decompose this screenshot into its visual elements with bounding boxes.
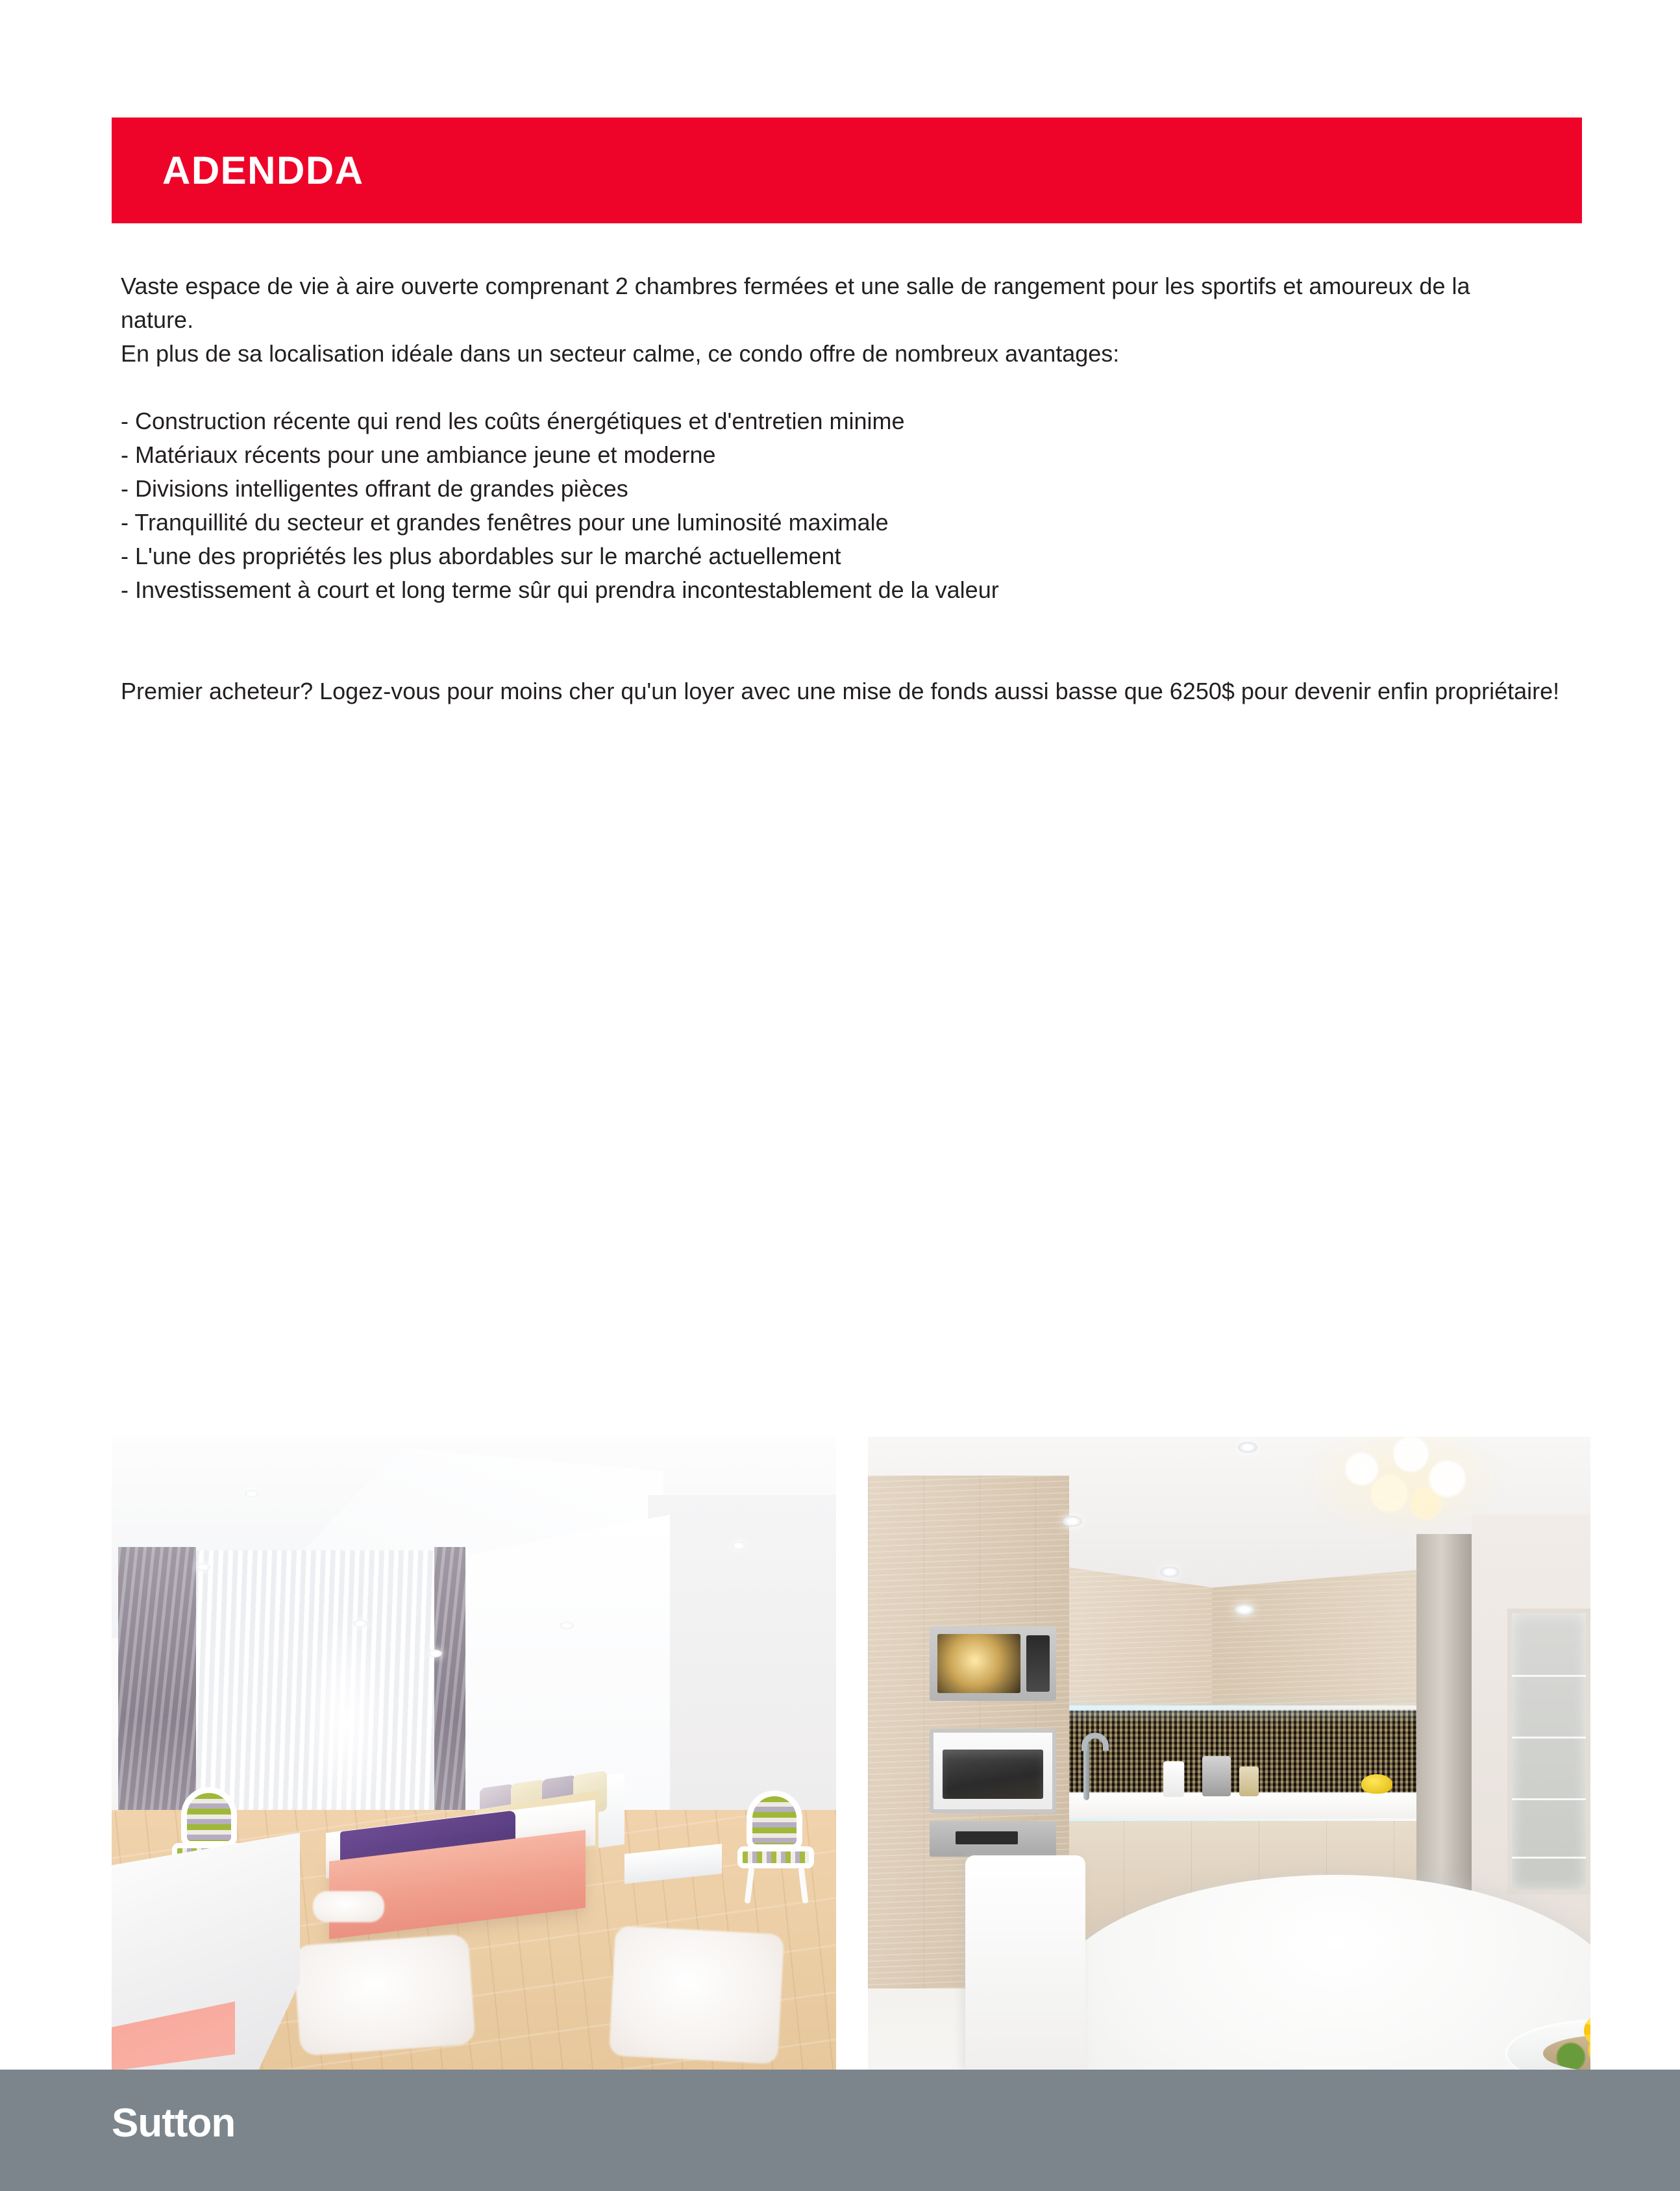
foreground-counter: [112, 1833, 300, 2070]
intro-paragraph: Vaste espace de vie à aire ouverte comprenant 2 chambres fermées et une salle de rangement pour les sportifs et amoureux de la nature.: [121, 273, 1470, 333]
photo-gallery: [112, 1437, 1590, 2070]
closing-paragraph: Premier acheteur? Logez-vous pour moins cher qu'un loyer avec une mise de fonds aussi basse que 6250$ pour devenir enfin propriétaire!: [121, 678, 1560, 704]
list-item: - Investissement à court et long terme sûr qui prendra incontestablement de la valeur: [121, 576, 999, 603]
shelf: [1512, 1857, 1586, 1859]
ceiling-light-icon: [428, 1650, 442, 1657]
kitchen-faucet: [1083, 1742, 1089, 1800]
warming-drawer: [930, 1821, 1056, 1857]
area-rug: [293, 1934, 475, 2056]
shelf: [1512, 1798, 1586, 1800]
chair-back: [747, 1790, 802, 1850]
upper-cabinets-right: [1212, 1570, 1420, 1719]
under-cabinet-light: [1063, 1705, 1420, 1711]
closing-spacer: [121, 607, 1588, 675]
kitchen-scene: [868, 1437, 1590, 2070]
small-rug: [313, 1891, 384, 1922]
shelf: [1512, 1675, 1586, 1677]
ceiling-light-icon: [732, 1542, 746, 1550]
chair-back: [181, 1787, 237, 1847]
ceiling-light-icon: [1238, 1442, 1257, 1453]
storage-jar: [1239, 1766, 1259, 1796]
ceiling-light-icon: [1235, 1604, 1254, 1615]
page-footer: [0, 2070, 1680, 2191]
countertop-appliance: [1163, 1761, 1184, 1797]
accent-chair: [732, 1790, 830, 1904]
chair-seat: [737, 1846, 814, 1868]
dining-chair: [965, 1855, 1085, 2070]
list-item: - Matériaux récents pour une ambiance jeune et moderne: [121, 441, 716, 468]
ceiling-light-icon: [1160, 1566, 1180, 1578]
shelf: [1512, 1737, 1586, 1739]
ceiling-light-icon: [560, 1622, 574, 1629]
microwave-oven: [930, 1626, 1056, 1701]
pink-panel: [112, 2001, 235, 2070]
section-banner: [112, 118, 1582, 223]
list-item: - L'une des propriétés les plus abordables sur le marché actuellement: [121, 543, 841, 569]
second-paragraph: En plus de sa localisation idéale dans un secteur calme, ce condo offre de nombreux avantages:: [121, 340, 1120, 367]
bedroom-photo: [112, 1437, 836, 2070]
area-rug: [609, 1925, 784, 2064]
fruit-arrangement: [1543, 2035, 1590, 2070]
list-item: - Construction récente qui rend les coûts énergétiques et d'entretien minime: [121, 408, 905, 434]
chandelier: [1293, 1437, 1507, 1541]
paragraph-spacer: [121, 371, 1588, 404]
window-light: [306, 1625, 384, 1820]
kitchen-photo: [868, 1437, 1590, 2070]
centerpiece-bowl: [1505, 2019, 1590, 2070]
microwave-control-panel: [1026, 1635, 1050, 1692]
ceiling-light-icon: [245, 1490, 259, 1498]
fruit-bowl: [1361, 1774, 1392, 1794]
ceiling-light-icon: [353, 1620, 367, 1628]
coffee-machine: [1202, 1756, 1231, 1796]
oven-window: [943, 1750, 1043, 1799]
glass-display-cabinet: [1507, 1609, 1590, 1894]
list-item: - Divisions intelligentes offrant de grandes pièces: [121, 475, 628, 502]
ceiling-light-icon: [196, 1563, 210, 1571]
list-item: - Tranquillité du secteur et grandes fenêtres pour une luminosité maximale: [121, 509, 889, 536]
advantages-list: [121, 404, 1588, 607]
page-title: ADENDDA: [162, 148, 364, 192]
sutton-logo: Sutton: [112, 2101, 236, 2146]
wall-oven: [930, 1729, 1056, 1813]
body-content: [121, 269, 1588, 708]
ceiling-light-icon: [1063, 1516, 1082, 1527]
chair-legs: [744, 1867, 809, 1903]
bedroom-scene: [112, 1437, 836, 2070]
microwave-window: [937, 1634, 1020, 1693]
upper-cabinets-left: [1063, 1566, 1212, 1716]
